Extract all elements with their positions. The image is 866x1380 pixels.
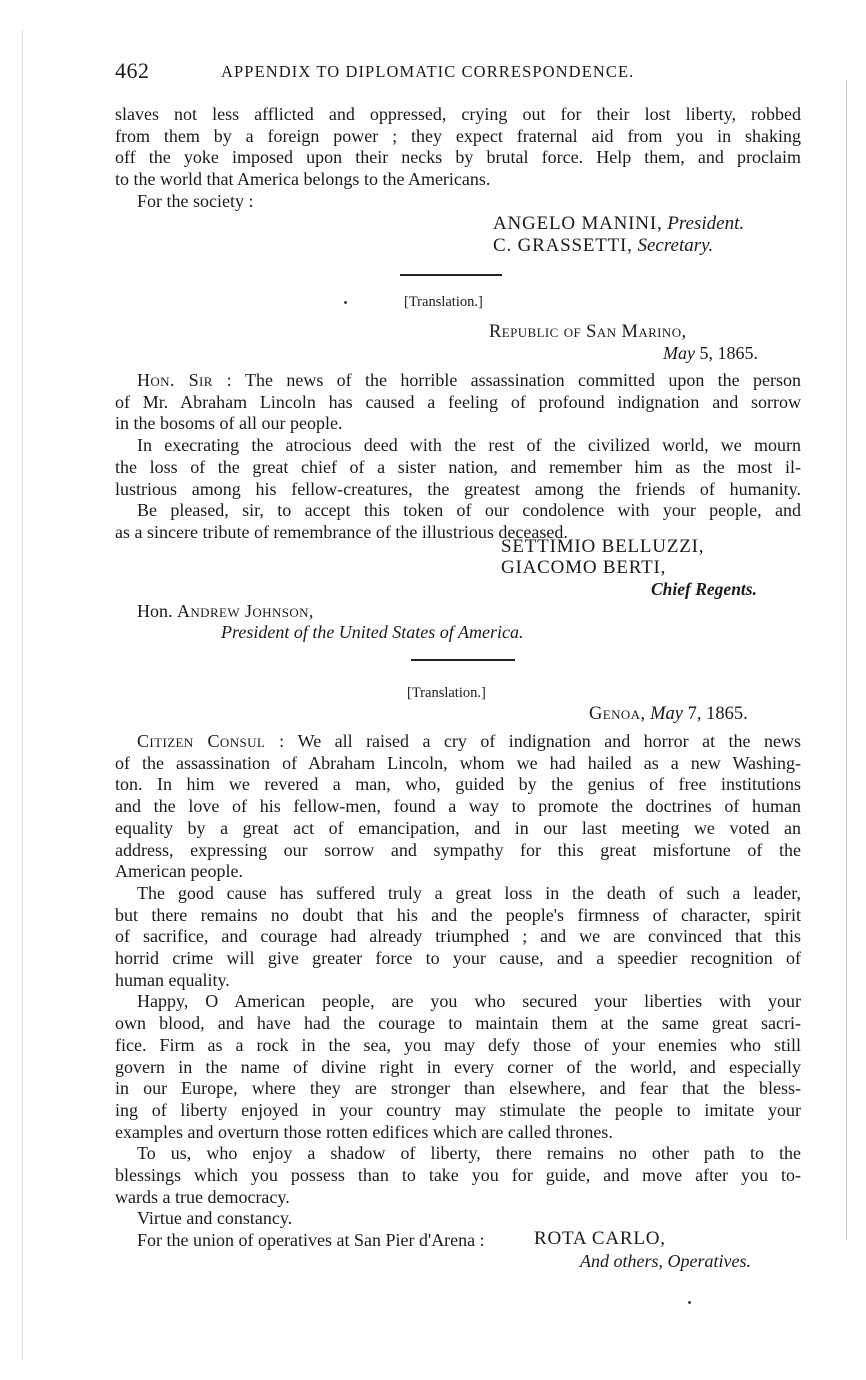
- text-line: American people.: [115, 861, 243, 882]
- text-line: The good cause has suffered truly a great loss in the death of such a leader,: [137, 882, 801, 903]
- page-edge-right: [846, 80, 847, 1240]
- place-line: Republic of San Marino,: [489, 322, 687, 342]
- text-line: [115, 370, 801, 392]
- page-header: [115, 58, 805, 88]
- text-line: as a sincere tribute of remembrance of the illustrious deceased.: [115, 521, 568, 542]
- signature-president: [493, 214, 744, 234]
- text-line: blessings which you possess than to take you for guide, and move after you to-: [115, 1165, 801, 1186]
- signer-title: Chief Regents.: [651, 579, 757, 599]
- text-line: slaves not less afflicted and oppressed, crying out for their lost liberty, robbed: [115, 104, 801, 124]
- letter3-body: [115, 731, 801, 1252]
- text-line: the loss of the great chief of a sister nation, and remember him as the most il-: [115, 456, 801, 477]
- text-line: wards a true democracy.: [115, 1186, 290, 1207]
- text-line: but there remains no doubt that his and the people's firmness of character, spirit: [115, 904, 801, 925]
- signer-rota-carlo: ROTA CARLO,: [534, 1228, 666, 1249]
- section-divider: [400, 274, 502, 276]
- text-line: Happy, O American people, are you who secured your liberties with your: [137, 991, 801, 1012]
- signer-title: Secretary.: [637, 235, 714, 256]
- print-speck: [344, 301, 347, 304]
- date-month: May: [663, 343, 695, 363]
- page-edge-left: [22, 30, 23, 1360]
- text-line: To us, who enjoy a shadow of liberty, there remains no other path to the: [137, 1143, 801, 1164]
- salutation: Hon. Sir :: [137, 370, 232, 390]
- text-line: off the yoke imposed upon their necks by brutal force. Help them, and proclaim: [115, 147, 801, 168]
- text-line: lustrious among his fellow-creatures, the greatest among the friends of humanity.: [115, 478, 801, 499]
- text-line: ton. In him we revered a man, who, guided by the genius of free institutions: [115, 774, 801, 795]
- text-line: of sacrifice, and courage had already triumphed ; and we are convinced that this: [115, 926, 801, 947]
- date-rest: 7, 1865.: [687, 704, 748, 724]
- text-line: In execrating the atrocious deed with the rest of the civilized world, we mourn: [137, 435, 801, 456]
- closing-line: For the union of operatives at San Pier d'Arena :: [137, 1230, 485, 1251]
- signer-title: And others, Operatives.: [580, 1251, 751, 1271]
- section-divider: [411, 659, 515, 661]
- text-line: in the bosoms of all our people.: [115, 413, 343, 434]
- addressee-line: [137, 601, 314, 621]
- text-fragment: The news of the horrible assassination committed upon the person: [245, 370, 801, 390]
- motto-line: Virtue and constancy.: [137, 1208, 293, 1229]
- letter1-body: [115, 104, 801, 213]
- text-line: in our Europe, where they are stronger than elsewhere, and fear that the bless-: [115, 1078, 801, 1099]
- place-date-line: [589, 704, 748, 724]
- signature-secretary: [493, 236, 713, 256]
- text-line: Be pleased, sir, to accept this token of our condolence with your people, and: [137, 500, 801, 521]
- signer-title: President.: [667, 213, 745, 234]
- date-rest: 5, 1865.: [699, 343, 758, 363]
- text-line: ing of liberty enjoyed in your country may stimulate the people to imitate your: [115, 1099, 801, 1120]
- text-line: fice. Firm as a rock in the sea, you may defy those of your enemies who still: [115, 1034, 801, 1055]
- text-line: of Mr. Abraham Lincoln has caused a feeling of profound indignation and sorrow: [115, 391, 801, 412]
- text-line: and the love of his fellow-men, found a way to promote the doctrines of human: [115, 796, 801, 817]
- text-line: from them by a foreign power ; they expect fraternal aid from you in shaking: [115, 125, 801, 146]
- text-line: human equality.: [115, 969, 230, 990]
- running-head: APPENDIX TO DIPLOMATIC CORRESPONDENCE.: [221, 62, 635, 81]
- signer-berti: GIACOMO BERTI,: [501, 557, 667, 578]
- text-line: [115, 731, 801, 753]
- text-line: examples and overturn those rotten edifices which are called thrones.: [115, 1121, 613, 1142]
- signer-belluzzi: SETTIMIO BELLUZZI,: [501, 536, 705, 557]
- text-line: of the assassination of Abraham Lincoln, whom we had hailed as a new Washing-: [115, 752, 801, 773]
- translation-caption: [Translation.]: [404, 294, 483, 310]
- closing-line: For the society :: [137, 190, 254, 211]
- print-speck: [688, 1301, 691, 1304]
- text-line: govern in the name of divine right in every corner of the world, and especially: [115, 1056, 801, 1077]
- translation-caption: [Translation.]: [407, 685, 486, 701]
- text-line: address, expressing our sorrow and sympathy for this great misfortune of the: [115, 839, 801, 860]
- letter2-body: [115, 370, 801, 544]
- page-number: 462: [115, 58, 150, 83]
- text-line: to the world that America belongs to the Americans.: [115, 169, 491, 190]
- text-line: own blood, and have had the courage to maintain them at the same great sacri-: [115, 1013, 801, 1034]
- addressee-name: Andrew Johnson,: [177, 601, 314, 621]
- signer-name: C. GRASSETTI,: [493, 235, 633, 256]
- place: Genoa,: [589, 704, 646, 724]
- date-month: May: [650, 704, 683, 724]
- text-line: horrid crime will give greater force to your cause, and a speedier recognition of: [115, 948, 801, 969]
- text-fragment: We all raised a cry of indignation and horror at the news: [297, 731, 801, 751]
- text-line: equality by a great act of emancipation, and in our last meeting we voted an: [115, 817, 801, 838]
- date-line: [663, 343, 758, 363]
- salutation: Citizen Consul :: [137, 731, 285, 751]
- addressee-hon: Hon.: [137, 601, 173, 621]
- signer-name: ANGELO MANINI,: [493, 213, 663, 234]
- addressee-title: President of the United States of America.: [221, 622, 524, 642]
